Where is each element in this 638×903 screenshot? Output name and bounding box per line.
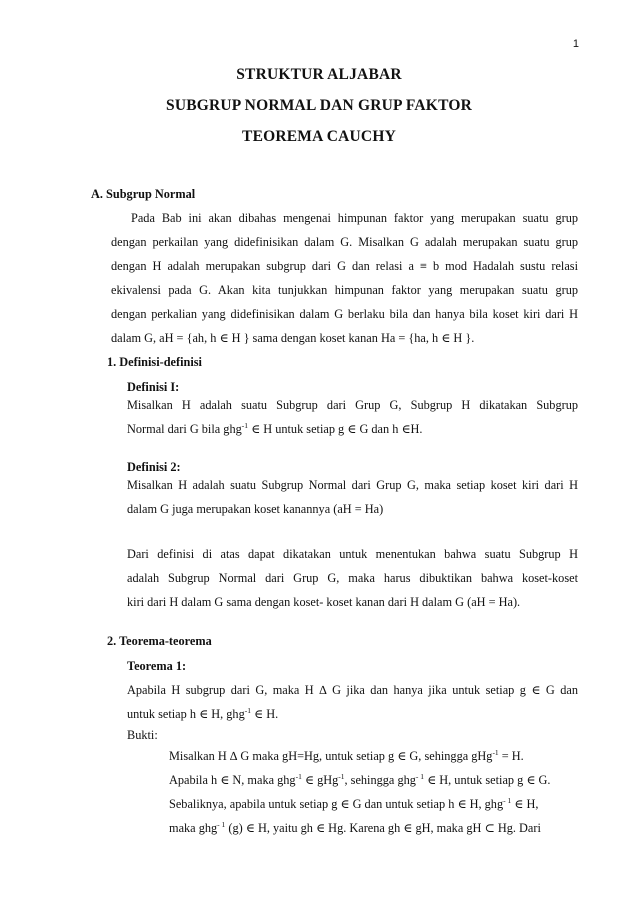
subsection-heading: 2. Teorema-teorema: [107, 634, 212, 648]
definition-text: Misalkan H adalah suatu Subgrup Normal dari Grup G, maka setiap koset kiri dari H: [127, 478, 578, 492]
paragraph-line: dalam G, aH = {ah, h ∈ H } sama dengan koset kanan Ha = {ha, h ∈ H }.: [111, 331, 475, 345]
definition-title: Definisi 2:: [127, 460, 181, 474]
document-subtitle: SUBGRUP NORMAL DAN GRUP FAKTOR: [166, 97, 472, 114]
definition-title: Definisi I:: [127, 380, 180, 394]
page-number: 1: [572, 38, 579, 50]
paragraph-line: Pada Bab ini akan dibahas mengenai himpunan faktor yang merupakan suatu grup: [131, 211, 578, 225]
section-a-heading: A. Subgrup Normal: [91, 187, 196, 201]
paragraph-line: dengan perkalian yang didefinisikan dalam G berlaku bila dan hanya bila koset kiri dari H: [111, 307, 578, 321]
proof-text: maka ghg$^{- 1}$ (g) ∈ H, yaitu gh ∈ Hg. Karena gh ∈ gH, maka gH ⊂ Hg. Dari: [169, 820, 541, 835]
document-subtitle-2: TEOREMA CAUCHY: [242, 128, 396, 145]
theorem-text: Apabila H subgrup dari G, maka H ∆ G jika dan hanya jika untuk setiap g ∈ G dan: [127, 683, 578, 697]
definition-text: dalam G juga merupakan koset kanannya (aH = Ha): [127, 502, 384, 516]
subsection-heading: 1. Definisi-definisi: [107, 355, 202, 369]
note-text: adalah Subgrup Normal dari Grup G, maka harus dibuktikan bahwa koset-koset: [127, 571, 578, 585]
paragraph-line: ekivalensi pada G. Akan kita tunjukkan himpunan faktor yang merupakan suatu grup: [111, 283, 578, 297]
document-title: STRUKTUR ALJABAR: [236, 66, 402, 83]
paragraph-line: dengan perkailan yang didefinisikan dalam G. Misalkan G adalah merupakan suatu grup: [111, 235, 578, 249]
proof-text: Misalkan H ∆ G maka gH=Hg, untuk setiap g ∈ G, sehingga gHg$^{-1}$ = H.: [169, 748, 524, 763]
theorem-title: Teorema 1:: [127, 659, 187, 673]
proof-text: Apabila h ∈ N, maka ghg$^{-1}$ ∈ gHg$^{-1}$, sehingga ghg$^{- 1}$ ∈ H, untuk setiap g ∈ G.: [169, 772, 551, 787]
proof-label: Bukti:: [127, 728, 158, 742]
proof-text: Sebaliknya, apabila untuk setiap g ∈ G dan untuk setiap h ∈ H, ghg$^{- 1}$ ∈ H,: [169, 796, 539, 811]
note-text: kiri dari H dalam G sama dengan koset- koset kanan dari H dalam G (aH = Ha).: [127, 595, 521, 609]
note-text: Dari definisi di atas dapat dikatakan untuk menentukan bahwa suatu Subgrup H: [127, 547, 578, 561]
definition-text: Normal dari G bila ghg$^{-1}$ ∈ H untuk setiap g ∈ G dan h ∈H.: [127, 421, 423, 436]
theorem-text: untuk setiap h ∈ H, ghg$^{-1}$ ∈ H.: [127, 706, 279, 721]
paragraph-line: dengan H adalah merupakan subgrup dari G dan relasi a ≡ b mod Hadalah sustu relasi: [111, 259, 578, 273]
definition-text: Misalkan H adalah suatu Subgrup dari Grup G, Subgrup H dikatakan Subgrup: [127, 398, 578, 412]
